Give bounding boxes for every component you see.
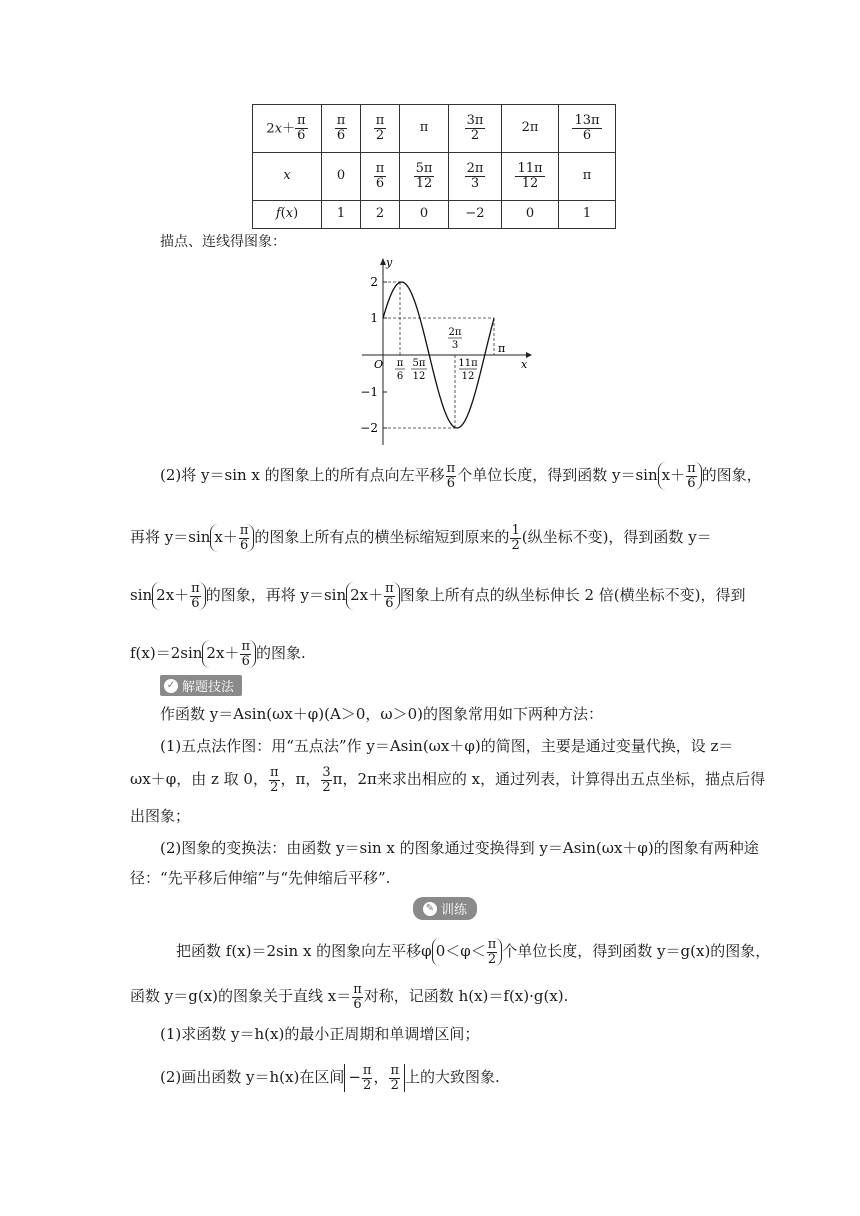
exercise-q1: (1)求函数 y＝h(x)的最小正周期和单调增区间；: [160, 1025, 480, 1043]
y-tick-label: −1: [360, 385, 378, 399]
pen-icon: ✎: [423, 902, 437, 916]
x-label-11pi12-den: 12: [461, 371, 475, 382]
para2-line2: 再将 y＝sin x＋ $\frac{\pi}{6}$ 的图象上所有点的横坐标缩短到原来的 $\frac{1}{2}$ (纵坐标不变)，得到函数 y＝: [130, 523, 712, 553]
table-cell: π: [559, 153, 616, 201]
y-tick-label: 2: [370, 275, 378, 289]
para2-line4: f(x)＝2sin 2x＋ $\frac{\pi}{6}$ 的图象.: [130, 639, 306, 669]
method-badge: ✓ 解题技法: [160, 675, 242, 696]
table-cell: $\frac{\pi}{2}$: [361, 105, 400, 153]
method-2-line1: (2)图象的变换法：由函数 y＝sin x 的图象通过变换得到 y＝Asin(ωx＋φ)的图象有两种途: [160, 839, 759, 857]
para2-line1: (2)将 y＝sin x 的图象上的所有点向左平移 $\frac{\pi}{6}$ 个单位长度，得到函数 y＝sin x＋ $\frac{\pi}{6}$ 的图象，: [160, 461, 762, 491]
table-cell: $\frac{\pi}{6}$: [361, 153, 400, 201]
sine-graph: [340, 255, 540, 450]
row-label-x: x: [253, 153, 322, 201]
x-label-5pi12-den: 12: [412, 371, 426, 382]
row-label-arg: 2x＋ $\frac{\pi}{6}$: [253, 105, 322, 153]
x-label-2pi3-num: 2π: [448, 327, 462, 338]
y-tick-label: 1: [370, 311, 378, 325]
table-cell: $\frac{2\pi}{3}$: [449, 153, 502, 201]
x-label-11pi12-num: 11π: [458, 358, 478, 369]
x-label-pi6-num: π: [396, 358, 404, 369]
table-cell: 1: [559, 201, 616, 229]
exercise-q2: (2)画出函数 y＝h(x)在区间 − $\frac{\pi}{2}$ ， $\frac{\pi}{2}$ 上的大致图象.: [160, 1063, 500, 1093]
table-cell: 0: [502, 201, 559, 229]
table-cell: $\frac{13\pi}{6}$: [559, 105, 616, 153]
x-label-pi: π: [498, 342, 506, 355]
method-intro: 作函数 y＝Asin(ωx＋φ)(A＞0，ω＞0)的图象常用如下两种方法：: [160, 705, 603, 723]
x-label-2pi3-den: 3: [451, 340, 459, 351]
para2-line3: sin 2x＋ $\frac{\pi}{6}$ 的图象，再将 y＝sin 2x＋ $\frac{\pi}{6}$ 图象上所有点的纵坐标伸长 2 倍(横坐标不变)，得到: [130, 581, 746, 611]
method-1-line2: ωx＋φ，由 z 取 0， $\frac{\pi}{2}$ ，π， $\frac{3}{2}$ π，2π来求出相应的 x，通过列表，计算得出五点坐标，描点后得: [130, 765, 766, 795]
x-label-pi6-den: 6: [396, 371, 404, 382]
table-cell: $\frac{3\pi}{2}$: [449, 105, 502, 153]
check-icon: ✓: [164, 679, 178, 693]
exercise-line2: 函数 y＝g(x)的图象关于直线 x＝ $\frac{\pi}{6}$ 对称，记函数 h(x)＝f(x)·g(x).: [130, 982, 569, 1012]
method-1-line1: (1)五点法作图：用“五点法”作 y＝Asin(ωx＋φ)的简图，主要是通过变量代换，设 z＝: [160, 737, 734, 755]
table-cell: −2: [449, 201, 502, 229]
y-tick-label: −2: [360, 421, 378, 435]
origin-label: O: [374, 358, 384, 371]
table-cell: $\frac{\pi}{6}$: [322, 105, 361, 153]
table-cell: $\frac{11\pi}{12}$: [502, 153, 559, 201]
method-2-line2: 径：“先平移后伸缩”与“先伸缩后平移”.: [130, 869, 391, 887]
graph-caption: 描点、连线得图象：: [160, 234, 286, 250]
value-table: [252, 104, 616, 229]
table-cell: π: [400, 105, 449, 153]
y-axis-label: y: [386, 256, 393, 269]
exercise-line1: 把函数 f(x)＝2sin x 的图象向左平移φ 0＜φ＜ $\frac{\pi}{2}$ 个单位长度，得到函数 y＝g(x)的图象，: [176, 937, 771, 967]
row-label-fx: f(x): [253, 201, 322, 229]
table-cell: 2π: [502, 105, 559, 153]
table-cell: $\frac{5\pi}{12}$: [400, 153, 449, 201]
x-label-5pi12-num: 5π: [412, 358, 426, 369]
table-cell: 0: [322, 153, 361, 201]
table-cell: 1: [322, 201, 361, 229]
table-cell: 2: [361, 201, 400, 229]
method-1-line3: 出图象；: [130, 807, 191, 825]
x-axis-label: x: [521, 358, 528, 371]
training-badge: ✎ 训练: [413, 897, 477, 920]
table-cell: 0: [400, 201, 449, 229]
